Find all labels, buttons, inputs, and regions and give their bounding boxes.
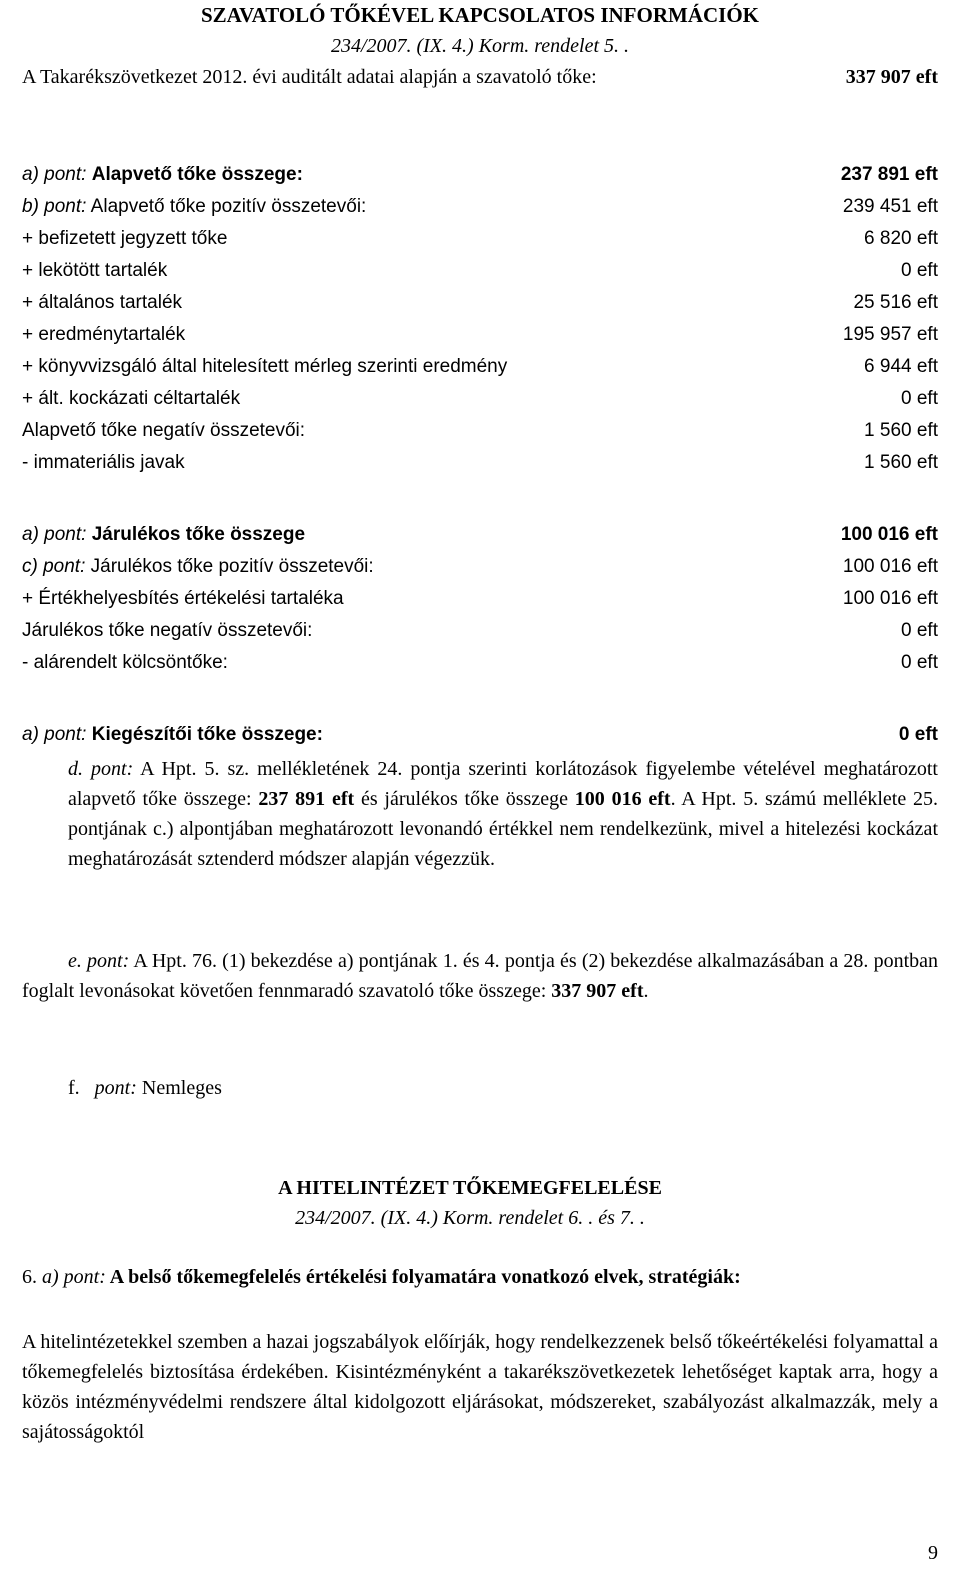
section-title: A HITELINTÉZET TŐKEMEGFELELÉSE bbox=[278, 1177, 662, 1199]
body-paragraph: A hitelintézetekkel szemben a hazai jogszabályok előírják, hogy rendelkezzenek belső tőkeértékelési folyamattal a tőkemegfelelés biztosítása érdekében. Kisintézményként a takarékszövetkezetek lehetőséget kaptak arra, hogy a közös intézményvédelmi rendszere által kidolgozott eljárásokat, módszereket, szabályozást alkalmazzák, mely a sajátosságoktól bbox=[22, 1331, 938, 1443]
paragraph-6-heading bbox=[22, 1262, 741, 1292]
row-value: 195 957 eft bbox=[842, 324, 938, 345]
jarulekos-toke-row bbox=[22, 520, 938, 550]
para-value: 100 016 eft bbox=[574, 788, 671, 810]
point-label: c) pont: bbox=[22, 556, 86, 577]
row-value: 100 016 eft bbox=[842, 588, 938, 609]
point-number: f. bbox=[68, 1077, 80, 1099]
row-label: + általános tartalék bbox=[22, 292, 183, 313]
merleg-eredmeny-row bbox=[22, 352, 938, 382]
point-number: 6. bbox=[22, 1266, 37, 1288]
document-subtitle: 234/2007. (IX. 4.) Korm. rendelet 5. . bbox=[330, 35, 630, 57]
row-value: 25 516 eft bbox=[853, 292, 938, 313]
row-value: 0 eft bbox=[901, 388, 938, 409]
para-text: A Hpt. 5. sz. mellékletének 24. pontja szerinti korlátozások figyelembe vételével meghatározott alapvető tőke összege: bbox=[68, 758, 938, 810]
section-subtitle: 234/2007. (IX. 4.) Korm. rendelet 6. . és 7. . bbox=[295, 1207, 645, 1229]
ertekhelyesbites-row bbox=[22, 584, 938, 614]
point-label: b) pont: bbox=[22, 196, 87, 217]
intro-label: A Takarékszövetkezet 2012. évi auditált adatai alapján a szavatoló tőke: bbox=[22, 66, 597, 88]
row-label: + Értékhelyesbítés értékelési tartaléka bbox=[22, 588, 344, 609]
row-value: 0 eft bbox=[901, 620, 938, 641]
para-text: Nemleges bbox=[136, 1077, 222, 1099]
para-text: . bbox=[643, 980, 649, 1002]
row-label: Alapvető tőke negatív összetevői: bbox=[22, 420, 306, 441]
document-title: SZAVATOLÓ TŐKÉVEL KAPCSOLATOS INFORMÁCIÓK bbox=[200, 3, 759, 27]
paragraph-f bbox=[68, 1073, 222, 1103]
para-text: és járulékos tőke összege bbox=[354, 788, 575, 810]
para-text: . A Hpt. 5. számú melléklete 25. pontjának c.) alpontjában meghatározott levonandó értékkel nem rendelkezünk, mivel a hitelezési kockázat meghatározását sztenderd módszer alapján végezzük. bbox=[68, 788, 939, 870]
row-label: + könyvvizsgáló által hitelesített mérleg szerinti eredmény bbox=[22, 356, 508, 377]
row-label: + befizetett jegyzett tőke bbox=[22, 228, 228, 249]
row-value: 0 eft bbox=[898, 724, 938, 745]
paragraph-e bbox=[22, 946, 938, 1006]
row-value: 6 944 eft bbox=[864, 356, 938, 377]
para-text: (1) bekezdése a) pontjának 1. és 4. pontja és (2) bekezdése alkalmazásában a 28. pontban foglalt levonásokat követően fennmaradó szavatoló tőke összege: bbox=[22, 950, 939, 1002]
row-value: 100 016 eft bbox=[840, 524, 938, 545]
row-label: Járulékos tőke negatív összetevői: bbox=[22, 620, 313, 641]
row-label: - alárendelt kölcsöntőke: bbox=[22, 652, 228, 673]
point-label: e. pont: bbox=[68, 950, 130, 972]
page-number: 9 bbox=[928, 1542, 938, 1564]
point-label: a) pont: bbox=[22, 164, 87, 185]
point-label: d. pont: bbox=[68, 758, 134, 780]
row-label: Alapvető tőke pozitív összetevői: bbox=[90, 196, 367, 217]
row-label: Alapvető tőke összege: bbox=[91, 164, 303, 185]
point-label: a) pont: bbox=[37, 1266, 106, 1288]
kockazati-celtartalek-row bbox=[22, 384, 938, 414]
alapveto-negativ-row bbox=[22, 416, 938, 446]
row-label: + lekötött tartalék bbox=[22, 260, 168, 281]
row-value: 1 560 eft bbox=[864, 452, 938, 473]
alapveto-toke-row bbox=[22, 160, 938, 190]
point-label: a) pont: bbox=[22, 524, 87, 545]
point-label: a) pont: bbox=[22, 724, 87, 745]
row-value: 239 451 eft bbox=[842, 196, 938, 217]
jegyzett-toke-row bbox=[22, 224, 938, 254]
lekotott-tartalek-row bbox=[22, 256, 938, 286]
intro-value: 337 907 eft bbox=[845, 66, 938, 88]
para-value: 337 907 eft bbox=[551, 980, 644, 1002]
immaterialis-javak-row bbox=[22, 448, 938, 478]
row-label: Kiegészítői tőke összege: bbox=[91, 724, 323, 745]
alarendelt-kolcsontoke-row bbox=[22, 648, 938, 678]
para-value: 237 891 eft bbox=[258, 788, 355, 810]
kiegeszito-toke-row bbox=[22, 720, 938, 750]
row-value: 100 016 eft bbox=[842, 556, 938, 577]
row-label: Járulékos tőke összege bbox=[91, 524, 306, 545]
heading-text: A belső tőkemegfelelés értékelési folyamatára vonatkozó elvek, stratégiák: bbox=[105, 1266, 741, 1288]
altalanos-tartalek-row bbox=[22, 288, 938, 318]
paragraph-d bbox=[68, 754, 938, 874]
jarulekos-pozitiv-row bbox=[22, 552, 938, 582]
row-value: 1 560 eft bbox=[864, 420, 938, 441]
row-value: 0 eft bbox=[901, 652, 938, 673]
row-value: 0 eft bbox=[901, 260, 938, 281]
intro-row bbox=[22, 62, 938, 92]
row-label: Járulékos tőke pozitív összetevői: bbox=[90, 556, 374, 577]
eredmenytartalek-row bbox=[22, 320, 938, 350]
para-text: A Hpt. 76. bbox=[129, 950, 217, 972]
jarulekos-negativ-row bbox=[22, 616, 938, 646]
row-label: + eredménytartalék bbox=[22, 324, 186, 345]
row-label: + ált. kockázati céltartalék bbox=[22, 388, 241, 409]
point-label: pont: bbox=[94, 1077, 137, 1099]
alapveto-pozitiv-row bbox=[22, 192, 938, 222]
row-value: 6 820 eft bbox=[864, 228, 938, 249]
row-label: - immateriális javak bbox=[22, 452, 185, 473]
row-value: 237 891 eft bbox=[840, 164, 938, 185]
